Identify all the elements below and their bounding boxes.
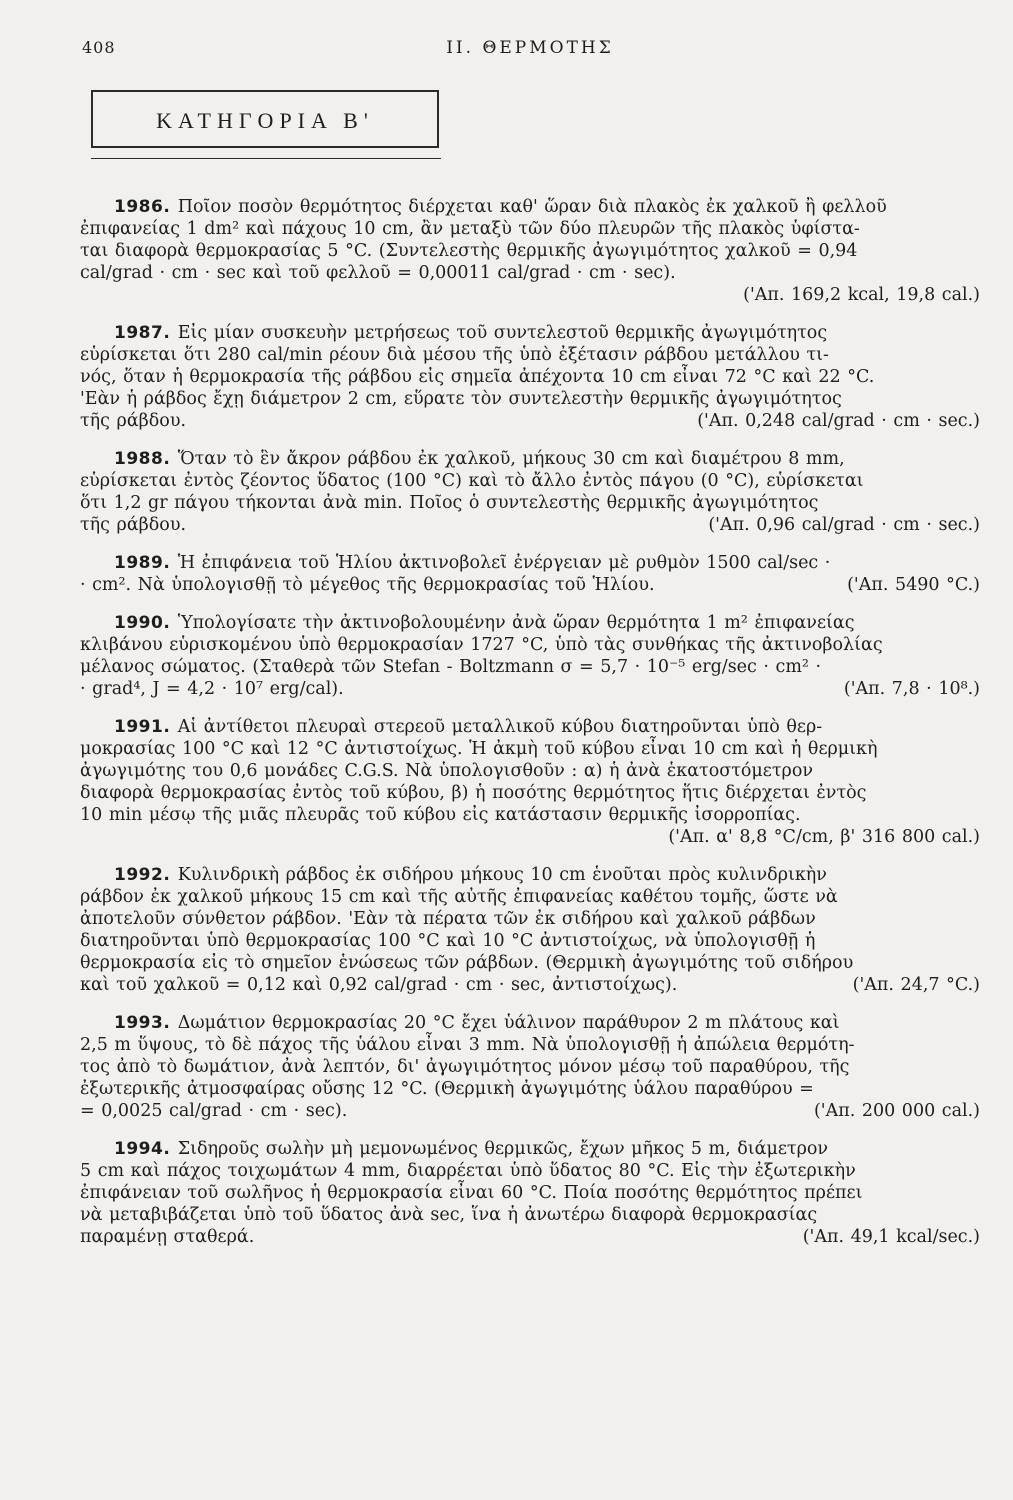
problem-text-line: [80, 738, 980, 760]
problem-text: ἀγωγιμότης του 0,6 μονάδες C.G.S. Νὰ ὑπολογισθοῦν : α) ἡ ἀνὰ ἑκατοστόμετρον: [80, 761, 814, 781]
problem-text-line: [80, 1034, 980, 1056]
problem-number: 1994.: [114, 1139, 178, 1159]
problem-text: νός, ὅταν ἡ θερμοκρασία τῆς ράβδου εἰς σημεῖα ἀπέχοντα 10 cm εἶναι 72 °C καὶ 22 °C.: [80, 367, 875, 387]
problem-text-line: [80, 864, 980, 886]
problem-text: ἐξωτερικῆς ἀτμοσφαίρας οὔσης 12 °C. (Θερμικὴ ἀγωγιμότης ὑάλου παραθύρου =: [80, 1079, 814, 1099]
problem-answer: ('Απ. α' 8,8 °C/cm, β' 316 800 cal.): [668, 827, 980, 847]
problem-text: θερμοκρασία εἰς τὸ σημεῖον ἑνώσεως τῶν ράβδων. (Θερμικὴ ἀγωγιμότης τοῦ σιδήρου: [80, 953, 854, 973]
problem-text: ἐπιφανείας 1 dm² καὶ πάχους 10 cm, ἂν μεταξὺ τῶν δύο πλευρῶν τῆς πλακὸς ὑφίστα-: [80, 219, 860, 239]
problem-number: 1993.: [114, 1013, 178, 1033]
problem-number: 1992.: [114, 865, 178, 885]
category-label: ΚΑΤΗΓΟΡΙΑ Β': [156, 108, 374, 133]
problem-answer: ('Απ. 5490 °C.): [847, 575, 980, 595]
problem-answer-line: [80, 574, 980, 596]
problem-text: Ποῖον ποσὸν θερμότητος διέρχεται καθ' ὥραν διὰ πλακὸς ἐκ χαλκοῦ ἢ φελλοῦ: [177, 197, 887, 217]
divider-rule: [91, 158, 441, 159]
problem-text: 2,5 m ὕψους, τὸ δὲ πάχος τῆς ὑάλου εἶναι 3 mm. Νὰ ὑπολογισθῇ ἡ ἀπώλεια θερμότη-: [80, 1035, 855, 1055]
problem-text-line: [80, 886, 980, 908]
problem-text-line: [80, 1204, 980, 1226]
problem-text-line: [80, 1182, 980, 1204]
problem-text: Εἰς μίαν συσκευὴν μετρήσεως τοῦ συντελεστοῦ θερμικῆς ἀγωγιμότητος: [177, 323, 828, 343]
page-header: [80, 34, 980, 64]
problem-1994: [80, 1138, 980, 1248]
problem-1993: [80, 1012, 980, 1122]
problem-text: Ὅταν τὸ ἓν ἄκρον ράβδου ἐκ χαλκοῦ, μήκους 30 cm καὶ διαμέτρου 8 mm,: [177, 449, 845, 469]
problem-number: 1991.: [114, 717, 178, 737]
problem-text: νὰ μεταβιβάζεται ὑπὸ τοῦ ὕδατος ἀνὰ sec, ἵνα ἡ ἀνωτέρω διαφορὰ θερμοκρασίας: [80, 1205, 818, 1225]
problem-text-line: [80, 716, 980, 738]
problem-text-line: [80, 552, 980, 574]
problem-text-line: [80, 612, 980, 634]
problem-1990: [80, 612, 980, 700]
problem-text: ἐπιφάνειαν τοῦ σωλῆνος ἡ θερμοκρασία εἶναι 60 °C. Ποία ποσότης θερμότητος πρέπει: [80, 1183, 863, 1203]
problem-text: ὅτι 1,2 gr πάγου τήκονται ἀνὰ min. Ποῖος ὁ συντελεστὴς θερμικῆς ἀγωγιμότητος: [80, 493, 819, 513]
problem-text: μέλανος σώματος. (Σταθερὰ τῶν Stefan - Boltzmann σ = 5,7 · 10⁻⁵ erg/sec · cm² ·: [80, 657, 822, 677]
problem-text: cal/grad · cm · sec καὶ τοῦ φελλοῦ = 0,00011 cal/grad · cm · sec).: [80, 263, 676, 283]
problem-text: Ὑπολογίσατε τὴν ἀκτινοβολουμένην ἀνὰ ὥραν θερμότητα 1 m² ἐπιφανείας: [177, 613, 855, 633]
problem-text-line: [80, 656, 980, 678]
problem-text-line: [80, 492, 980, 514]
problem-text: Κυλινδρικὴ ράβδος ἐκ σιδήρου μήκους 10 cm ἑνοῦται πρὸς κυλινδρικὴν: [177, 865, 827, 885]
problem-answer: ('Απ. 0,248 cal/grad · cm · sec.): [697, 411, 980, 431]
problem-text-line: [80, 262, 980, 284]
problem-text-line: [80, 782, 980, 804]
problem-1989: [80, 552, 980, 596]
problem-text: παραμένῃ σταθερά.: [80, 1227, 255, 1247]
problem-text-line: [80, 448, 980, 470]
problem-text: διαφορὰ θερμοκρασίας ἐντὸς τοῦ κύβου, β) ἡ ποσότης θερμότητος ἥτις διέρχεται ἐντὸς: [80, 783, 867, 803]
problem-text-line: [80, 1012, 980, 1034]
category-box: [91, 90, 439, 148]
problem-number: 1990.: [114, 613, 178, 633]
problem-answer-line: [80, 974, 980, 996]
problem-text: ται διαφορὰ θερμοκρασίας 5 °C. (Συντελεστὴς θερμικῆς ἀγωγιμότητος χαλκοῦ = 0,94: [80, 241, 858, 261]
problem-answer: ('Απ. 49,1 kcal/sec.): [802, 1227, 980, 1247]
problem-text-line: [80, 366, 980, 388]
problem-text: ράβδον ἐκ χαλκοῦ μήκους 15 cm καὶ τῆς αὐτῆς ἐπιφανείας καθέτου τομῆς, ὥστε νὰ: [80, 887, 838, 907]
problem-text: 10 min μέσῳ τῆς μιᾶς πλευρᾶς τοῦ κύβου εἰς κατάστασιν θερμικῆς ἰσορροπίας.: [80, 805, 801, 825]
problem-text: Σιδηροῦς σωλὴν μὴ μεμονωμένος θερμικῶς, ἔχων μῆκος 5 m, διάμετρον: [177, 1139, 829, 1159]
problem-text-line: [80, 1056, 980, 1078]
problem-text-line: [80, 1078, 980, 1100]
problem-text: · grad⁴, J = 4,2 · 10⁷ erg/cal).: [80, 679, 344, 699]
problem-1991: [80, 716, 980, 848]
problem-text: διατηροῦνται ὑπὸ θερμοκρασίας 100 °C καὶ 10 °C ἀντιστοίχως, νὰ ὑπολογισθῇ ἡ: [80, 931, 816, 951]
problem-answer-line: [80, 410, 980, 432]
problem-answer-line: [80, 1100, 980, 1122]
problem-1988: [80, 448, 980, 536]
problem-text: μοκρασίας 100 °C καὶ 12 °C ἀντιστοίχως. Ἡ ἀκμὴ τοῦ κύβου εἶναι 10 cm καὶ ἡ θερμικὴ: [80, 739, 878, 759]
problem-number: 1987.: [114, 323, 178, 343]
problem-answer: ('Απ. 24,7 °C.): [852, 975, 980, 995]
problem-text: κλιβάνου εὑρισκομένου ὑπὸ θερμοκρασίαν 1727 °C, ὑπὸ τὰς συνθήκας τῆς ἀκτινοβολίας: [80, 635, 883, 655]
problem-answer: ('Απ. 200 000 cal.): [813, 1101, 980, 1121]
problem-text: 'Εὰν ἡ ράβδος ἔχῃ διάμετρον 2 cm, εὕρατε τὸν συντελεστὴν θερμικῆς ἀγωγιμότητος: [80, 389, 842, 409]
problem-number: 1986.: [114, 197, 178, 217]
problem-answer: ('Απ. 7,8 · 10⁸.): [843, 679, 980, 699]
problem-text-line: [80, 240, 980, 262]
problem-text: · cm². Νὰ ὑπολογισθῇ τὸ μέγεθος τῆς θερμοκρασίας τοῦ Ἡλίου.: [80, 575, 655, 595]
problem-text: τῆς ράβδου.: [80, 515, 187, 535]
problem-text: Αἱ ἀντίθετοι πλευραὶ στερεοῦ μεταλλικοῦ κύβου διατηροῦνται ὑπὸ θερ-: [177, 717, 823, 737]
problem-answer-line: [80, 1226, 980, 1248]
problem-text: εὑρίσκεται ἐντὸς ζέοντος ὕδατος (100 °C) καὶ τὸ ἄλλο ἐντὸς πάγου (0 °C), εὑρίσκεται: [80, 471, 864, 491]
problem-text-line: [80, 1160, 980, 1182]
problem-text-line: [80, 908, 980, 930]
problem-text-line: [80, 196, 980, 218]
problem-text: = 0,0025 cal/grad · cm · sec).: [80, 1101, 348, 1121]
problem-text-line: [80, 344, 980, 366]
problem-text-line: [80, 804, 980, 826]
problem-number: 1988.: [114, 449, 178, 469]
problem-text-line: [80, 322, 980, 344]
problem-list: [80, 196, 980, 1264]
problem-text-line: [80, 470, 980, 492]
problem-text: εὑρίσκεται ὅτι 280 cal/min ρέουν διὰ μέσου τῆς ὑπὸ ἐξέτασιν ράβδου μετάλλου τι-: [80, 345, 829, 365]
problem-text: τῆς ράβδου.: [80, 411, 187, 431]
running-title: II. ΘΕΡΜΟΤΗΣ: [446, 38, 614, 58]
problem-text-line: [80, 1138, 980, 1160]
problem-answer: ('Απ. 0,96 cal/grad · cm · sec.): [708, 515, 980, 535]
problem-answer-line: [80, 678, 980, 700]
problem-1987: [80, 322, 980, 432]
problem-text-line: [80, 760, 980, 782]
problem-text-line: [80, 930, 980, 952]
problem-text: τος ἀπὸ τὸ δωμάτιον, ἀνὰ λεπτόν, δι' ἀγωγιμότητος μόνον μέσῳ τοῦ παραθύρου, τῆς: [80, 1057, 850, 1077]
problem-1992: [80, 864, 980, 996]
problem-text: Δωμάτιον θερμοκρασίας 20 °C ἔχει ὑάλινον παράθυρον 2 m πλάτους καὶ: [177, 1013, 840, 1033]
problem-text: ἀποτελοῦν σύνθετον ράβδον. 'Εὰν τὰ πέρατα τῶν ἐκ σιδήρου καὶ χαλκοῦ ράβδων: [80, 909, 816, 929]
problem-text: καὶ τοῦ χαλκοῦ = 0,12 καὶ 0,92 cal/grad · cm · sec, ἀντιστοίχως).: [80, 975, 678, 995]
problem-text: Ἡ ἐπιφάνεια τοῦ Ἡλίου ἀκτινοβολεῖ ἐνέργειαν μὲ ρυθμὸν 1500 cal/sec ·: [177, 553, 831, 573]
page-number: 408: [82, 38, 116, 57]
problem-text-line: [80, 388, 980, 410]
problem-text-line: [80, 952, 980, 974]
problem-answer-line: [80, 826, 980, 848]
problem-answer: ('Απ. 169,2 kcal, 19,8 cal.): [743, 285, 980, 305]
problem-answer-line: [80, 514, 980, 536]
problem-1986: [80, 196, 980, 306]
problem-text-line: [80, 218, 980, 240]
problem-answer-line: [80, 284, 980, 306]
problem-text-line: [80, 634, 980, 656]
problem-text: 5 cm καὶ πάχος τοιχωμάτων 4 mm, διαρρέεται ὑπὸ ὕδατος 80 °C. Εἰς τὴν ἐξωτερικὴν: [80, 1161, 856, 1181]
problem-number: 1989.: [114, 553, 178, 573]
